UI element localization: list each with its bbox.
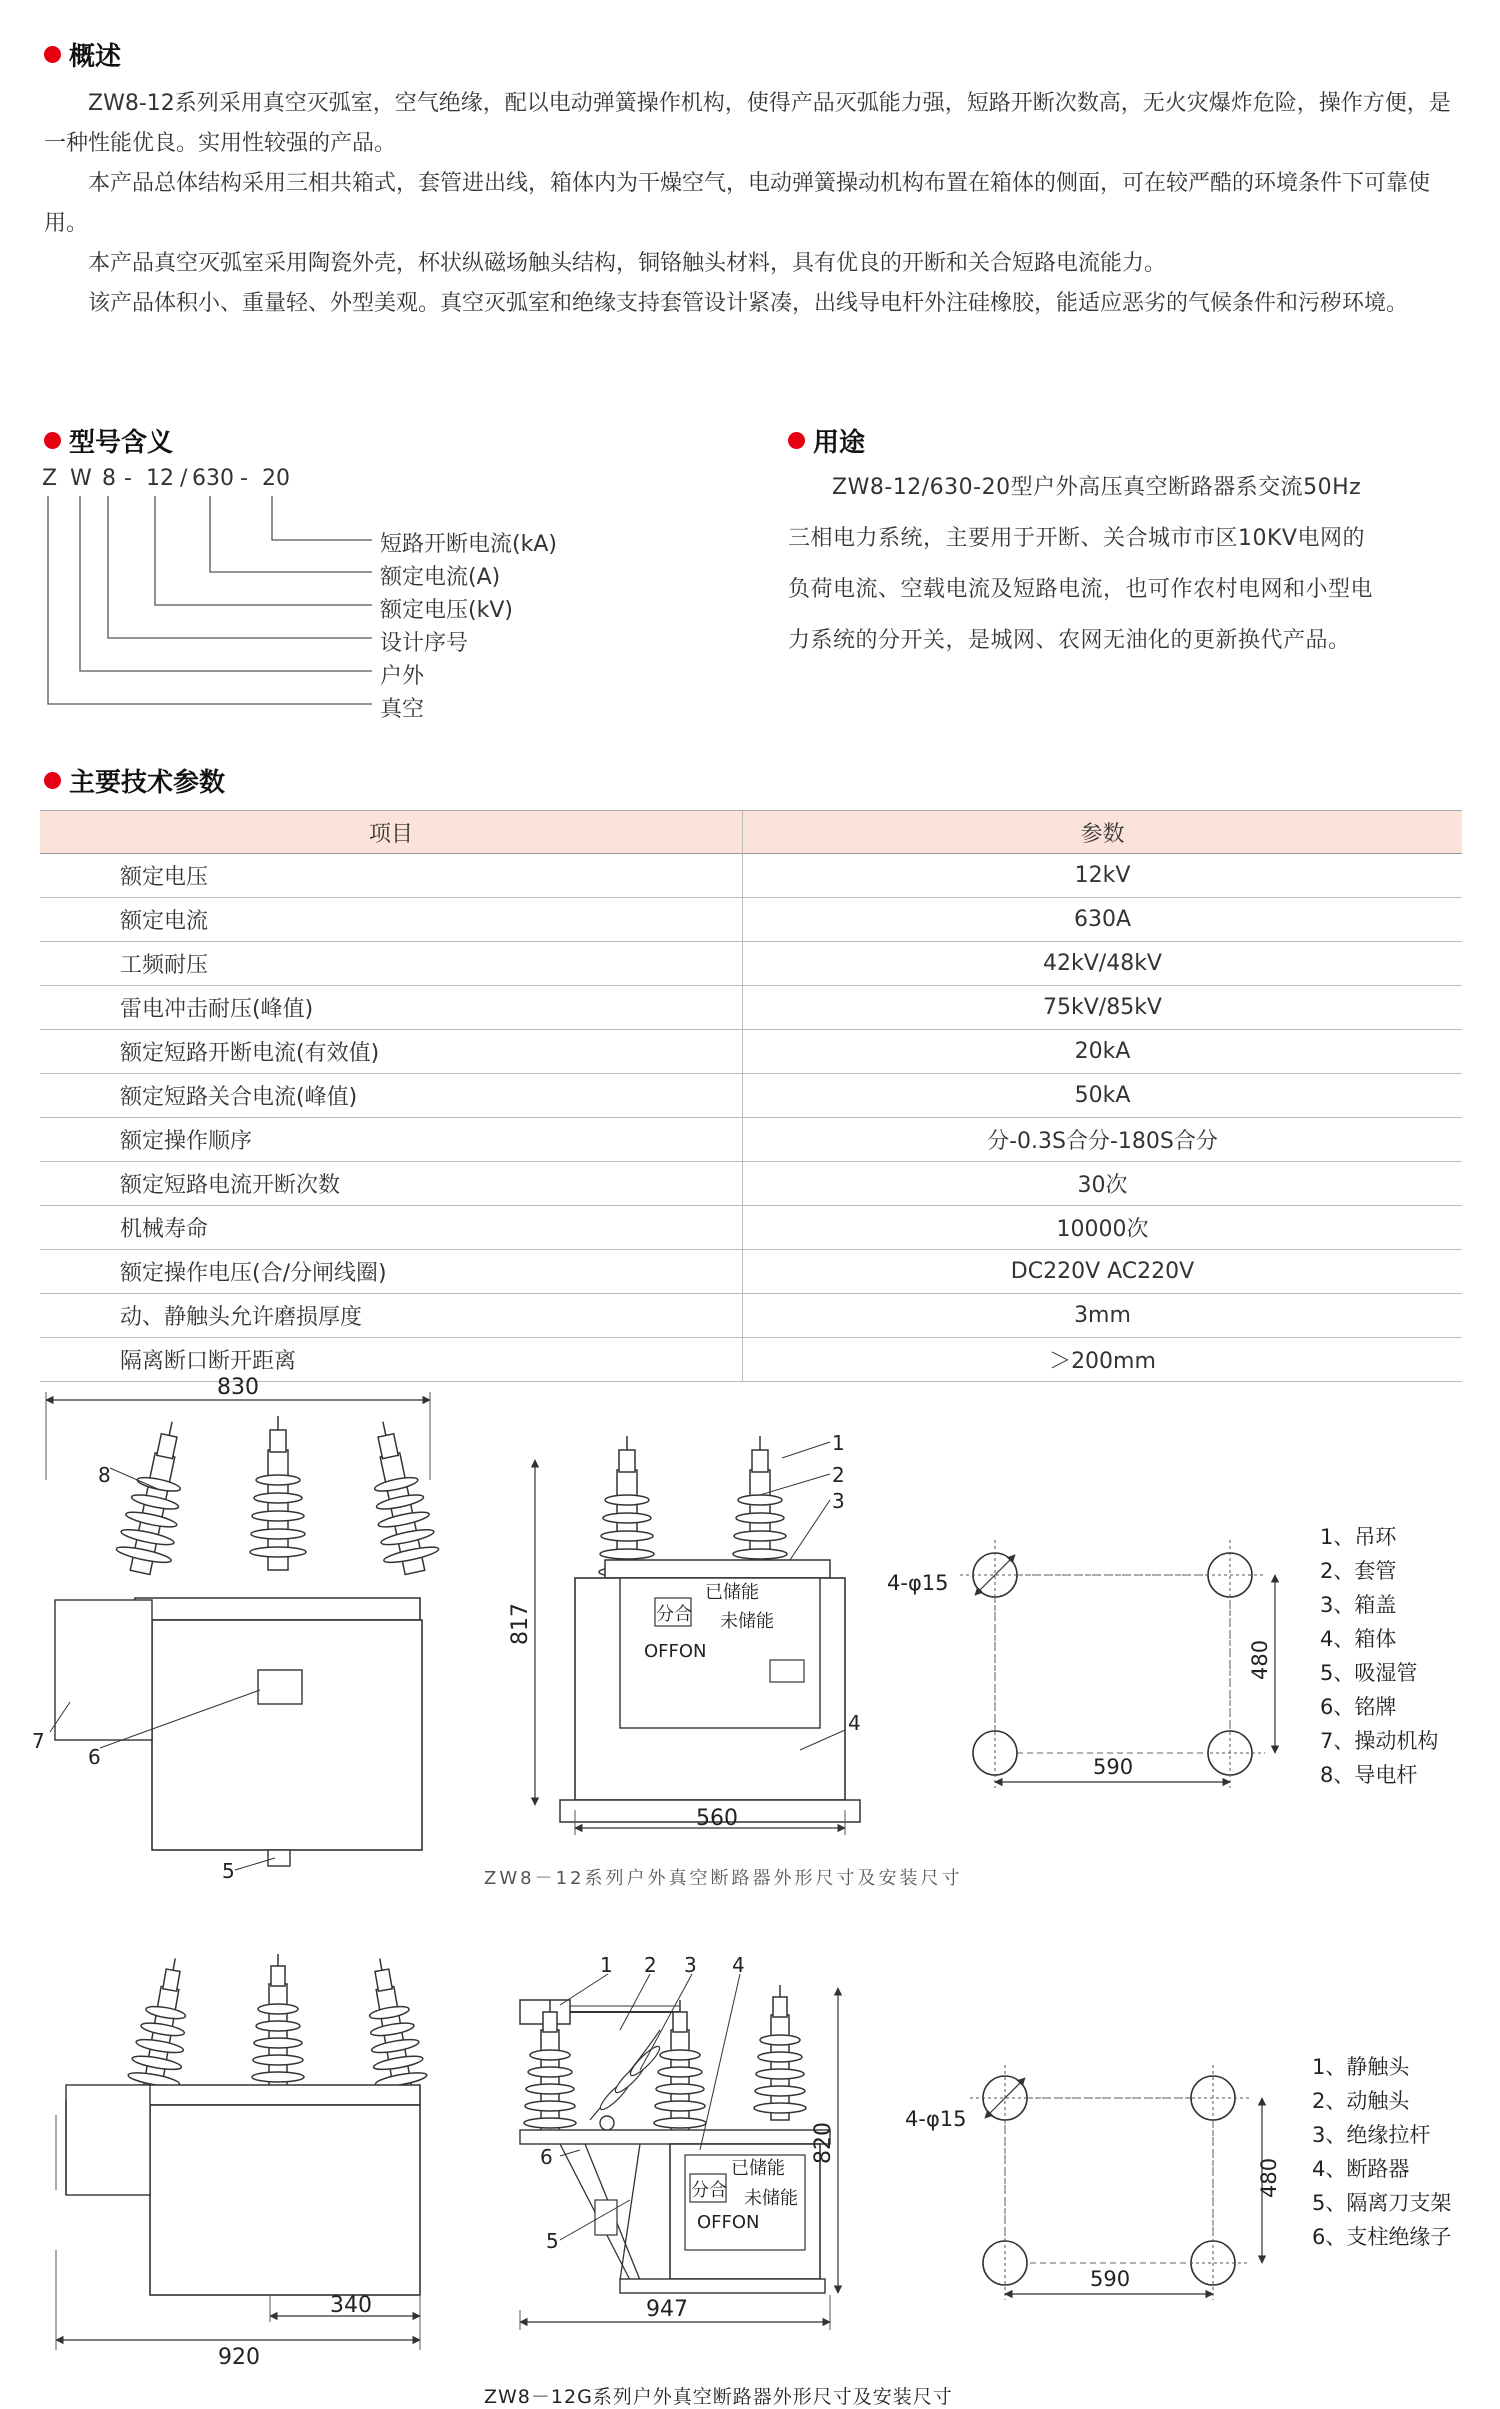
param-name: 额定电压 — [40, 854, 743, 898]
table-header-value: 参数 — [743, 811, 1463, 854]
legend-item: 4、箱体 — [1320, 1627, 1397, 1651]
model-label: 额定电流(A) — [380, 565, 501, 590]
dim-mount-h: 480 — [1257, 2157, 1281, 2198]
model-label: 设计序号 — [380, 631, 469, 656]
model-code-part: / — [180, 466, 188, 491]
callout: 8 — [98, 1463, 111, 1487]
table-header-row — [40, 811, 1462, 854]
legend-item: 6、铭牌 — [1320, 1695, 1397, 1719]
panel-offon: OFFON — [644, 1641, 707, 1662]
panel-status-off: 未储能 — [720, 1611, 774, 1632]
param-value: 12kV — [743, 854, 1463, 898]
drawing1-side-view — [508, 1431, 861, 1835]
panel-split-close: 分合 — [656, 1604, 692, 1625]
drawing1-svg — [0, 1370, 1500, 1880]
legend-item: 4、断路器 — [1312, 2157, 1410, 2181]
legend-item: 1、静触头 — [1312, 2055, 1410, 2079]
param-value: 42kV/48kV — [743, 942, 1463, 986]
model-code-part: Z — [42, 466, 58, 491]
callout: 5 — [222, 1859, 235, 1880]
param-name: 隔离断口断开距离 — [40, 1338, 743, 1382]
bullet-icon — [44, 772, 61, 789]
model-code-part: W — [70, 466, 92, 491]
panel-status-off: 未储能 — [744, 2188, 798, 2209]
param-name: 机械寿命 — [40, 1206, 743, 1250]
param-name: 雷电冲击耐压(峰值) — [40, 986, 743, 1030]
overview-paragraph-3: 本产品真空灭弧室采用陶瓷外壳，杯状纵磁场触头结构，铜铬触头材料，具有优良的开断和关合短路电流能力。 — [88, 251, 1167, 276]
callout: 4 — [732, 1953, 745, 1977]
legend-item: 3、箱盖 — [1320, 1593, 1397, 1617]
usage-heading: 用途 — [788, 422, 865, 459]
params-heading: 主要技术参数 — [44, 762, 225, 799]
overview-paragraph-4: 该产品体积小、重量轻、外型美观。真空灭弧室和绝缘支持套管设计紧凑，出线导电杆外注硅橡胶，能适应恶劣的气候条件和污秽环境。 — [88, 291, 1409, 316]
table-row — [40, 854, 1462, 898]
param-value: 10000次 — [743, 1206, 1463, 1250]
panel-status-on: 已储能 — [731, 2158, 785, 2179]
callout: 6 — [540, 2145, 553, 2169]
drawing2-legend — [1312, 2050, 1451, 2254]
legend-item: 2、动触头 — [1312, 2089, 1410, 2113]
table-row — [40, 1030, 1462, 1074]
dim-mount-w: 590 — [1090, 2267, 1131, 2291]
legend-item: 8、导电杆 — [1320, 1763, 1418, 1787]
model-code-part: 12 — [146, 466, 174, 491]
param-value: 30次 — [743, 1162, 1463, 1206]
model-label: 额定电压(kV) — [380, 598, 513, 623]
callout: 2 — [644, 1953, 657, 1977]
table-row — [40, 942, 1462, 986]
dim-mount-h: 480 — [1248, 1639, 1272, 1680]
callout: 4 — [848, 1711, 861, 1735]
legend-item: 2、套管 — [1320, 1559, 1397, 1583]
param-value: DC220V AC220V — [743, 1250, 1463, 1294]
table-row — [40, 1074, 1462, 1118]
dim-width-side: 560 — [696, 1806, 738, 1831]
param-name: 额定短路开断电流(有效值) — [40, 1030, 743, 1074]
drawing1-front-view — [32, 1375, 442, 1880]
model-meaning-heading: 型号含义 — [44, 422, 173, 459]
dim-width-front: 830 — [217, 1375, 259, 1400]
dim-width-side: 947 — [646, 2297, 688, 2322]
legend-item: 3、绝缘拉杆 — [1312, 2123, 1431, 2147]
callout: 7 — [32, 1729, 45, 1753]
bullet-icon — [44, 46, 61, 63]
table-row — [40, 1294, 1462, 1338]
model-code-part: 630 — [192, 466, 234, 491]
param-value: 75kV/85kV — [743, 986, 1463, 1030]
param-name: 额定操作电压(合/分闸线圈) — [40, 1250, 743, 1294]
drawing1-legend — [1320, 1520, 1438, 1792]
panel-split-close: 分合 — [691, 2180, 727, 2201]
legend-item: 5、隔离刀支架 — [1312, 2191, 1452, 2215]
legend-item: 6、支柱绝缘子 — [1312, 2225, 1452, 2249]
model-code-part: - — [124, 466, 132, 491]
legend-item: 5、吸湿管 — [1320, 1661, 1418, 1685]
table-row — [40, 986, 1462, 1030]
param-value: ＞200mm — [743, 1338, 1463, 1382]
legend-item: 7、操动机构 — [1320, 1729, 1439, 1753]
dim-holes: 4-φ15 — [887, 1571, 949, 1595]
model-label: 真空 — [380, 697, 425, 722]
drawing2-mounting-view — [905, 2065, 1281, 2300]
usage-text: ZW8-12/630-20型户外高压真空断路器系交流50Hz三相电力系统，主要用于开断、关合城市市区10KV电网的负荷电流、空载电流及短路电流，也可作农村电网和小型电力系统的分开关，是城网、农网无油化的更新换代产品。 — [788, 475, 1374, 653]
table-row — [40, 1162, 1462, 1206]
param-name: 额定短路关合电流(峰值) — [40, 1074, 743, 1118]
callout: 2 — [832, 1463, 845, 1487]
param-value: 3mm — [743, 1294, 1463, 1338]
table-row — [40, 1206, 1462, 1250]
drawing2-side-view — [520, 1953, 838, 2330]
drawing2-front-view — [56, 1954, 429, 2370]
dim-holes: 4-φ15 — [905, 2107, 967, 2131]
panel-status-on: 已储能 — [705, 1582, 759, 1603]
table-row — [40, 1250, 1462, 1294]
callout: 3 — [684, 1953, 697, 1977]
model-code-part: - — [240, 466, 248, 491]
callout: 1 — [600, 1953, 613, 1977]
bullet-icon — [44, 432, 61, 449]
legend-item: 1、吊环 — [1320, 1525, 1397, 1549]
panel-offon: OFFON — [697, 2212, 760, 2233]
callout: 3 — [832, 1489, 845, 1513]
param-value: 分-0.3S合分-180S合分 — [743, 1118, 1463, 1162]
param-value: 20kA — [743, 1030, 1463, 1074]
param-name: 额定短路电流开断次数 — [40, 1162, 743, 1206]
model-label: 短路开断电流(kA) — [380, 532, 557, 557]
table-row — [40, 1118, 1462, 1162]
drawing1-mounting-view — [887, 1540, 1275, 1788]
model-code-part: 8 — [102, 466, 116, 491]
drawing1-caption: ZW8－12系列户外真空断路器外形尺寸及安装尺寸 — [484, 1868, 963, 1889]
model-code-part: 20 — [262, 466, 290, 491]
bullet-icon — [788, 432, 805, 449]
dim-mount-w: 590 — [1093, 1755, 1134, 1779]
dim-width-front: 920 — [218, 2345, 260, 2370]
callout: 6 — [88, 1745, 101, 1769]
param-name: 额定电流 — [40, 898, 743, 942]
param-name: 工频耐压 — [40, 942, 743, 986]
dim-offset: 340 — [330, 2293, 372, 2318]
callout: 1 — [832, 1431, 845, 1455]
overview-paragraph-2: 本产品总体结构采用三相共箱式，套管进出线，箱体内为干燥空气，电动弹簧操动机构布置在箱体的侧面，可在较严酷的环境条件下可靠使用。 — [44, 171, 1431, 236]
dim-height-side: 820 — [811, 2122, 836, 2164]
params-table — [40, 810, 1462, 1382]
param-name: 额定操作顺序 — [40, 1118, 743, 1162]
callout: 5 — [546, 2229, 559, 2253]
overview-heading: 概述 — [44, 36, 121, 73]
param-name: 动、静触头允许磨损厚度 — [40, 1294, 743, 1338]
drawing2-svg — [0, 1950, 1500, 2370]
table-header-item: 项目 — [40, 811, 743, 854]
drawing2-caption: ZW8－12G系列户外真空断路器外形尺寸及安装尺寸 — [484, 2386, 953, 2408]
dim-height-side: 817 — [508, 1603, 533, 1645]
table-row — [40, 898, 1462, 942]
overview-paragraph-1: ZW8-12系列采用真空灭弧室，空气绝缘，配以电动弹簧操作机构，使得产品灭弧能力强，短路开断次数高，无火灾爆炸危险，操作方便，是一种性能优良。实用性较强的产品。 — [44, 91, 1451, 156]
param-value: 50kA — [743, 1074, 1463, 1118]
model-code-leader-lines — [0, 490, 400, 720]
model-label: 户外 — [380, 664, 425, 689]
param-value: 630A — [743, 898, 1463, 942]
